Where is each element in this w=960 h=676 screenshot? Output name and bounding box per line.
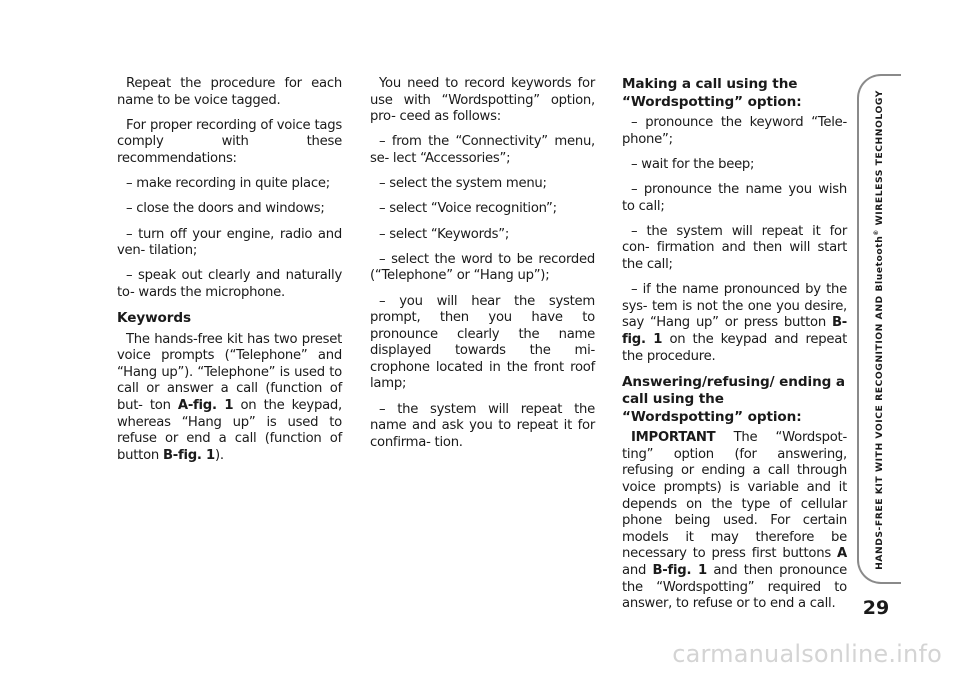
list-item: – wait for the beep; — [631, 156, 755, 172]
list-item: – select the system menu; — [379, 176, 547, 192]
important-label: IMPORTANT — [631, 430, 716, 446]
list-item: – select “Keywords”; — [379, 226, 510, 242]
list-item: – select “Voice recognition”; — [379, 201, 557, 217]
figure-reference: B-fig. 1 — [652, 562, 707, 578]
column-2 — [370, 76, 595, 460]
list-item: – make recording in quite place; — [126, 176, 330, 192]
list-item: – speak out clearly and naturally to- wards the microphone. — [117, 268, 342, 300]
paragraph: For proper recording of voice tags comply with these recommendations: — [117, 117, 342, 166]
column-1 — [117, 76, 342, 473]
list-item: – the system will repeat the name and ask you to repeat it for confirma- tion. — [370, 401, 595, 450]
list-item: – if the name pronounced by the sys- tem is not the one you desire, say “Hang up” or press button B-fig. 1 on the keypad and repeat the procedure. — [622, 282, 847, 364]
chapter-tab-title: HANDS-FREE KIT WITH VOICE RECOGNITION AND Bluetooth® WIRELESS TECHNOLOGY — [872, 90, 886, 570]
list-item: – turn off your engine, radio and ven- tilation; — [117, 226, 342, 259]
answering-heading: Answering/refusing/ ending a call using the “Wordspotting” option: — [622, 373, 845, 425]
list-item: – select the word to be recorded (“Telephone” or “Hang up”); — [370, 251, 595, 284]
list-item: – from the “Connectivity” menu, se- lect “Accessories”; — [370, 134, 595, 166]
column-3 — [622, 76, 847, 621]
list-item: – close the doors and windows; — [126, 201, 325, 217]
keywords-paragraph: The hands-free kit has two preset voice prompts (“Telephone” and “Hang up”). “Telephone” is used to call or answer a call (function of but- ton A-fig. 1 on the keypad, whereas “Hang up” is used to refuse or end a call (function of button B-fig. 1). — [117, 331, 342, 463]
paragraph: You need to record keywords for use with “Wordspotting” option, pro- ceed as follows: — [370, 76, 595, 125]
page-number: 29 — [862, 597, 890, 619]
important-note: IMPORTANT The “Wordspot- ting” option (for answering, refusing or ending a call through voice prompts) is variable and it depends on the type of cellular phone being used. For certain models it may therefore be necessary to press first buttons A and B-fig. 1 and then pronounce the “Wordspotting” required to answer, to refuse or to end a call. — [622, 430, 848, 612]
figure-reference: A — [837, 546, 847, 562]
figure-reference: B-fig. 1 — [622, 315, 847, 347]
figure-reference: B-fig. 1 — [162, 447, 215, 463]
list-item: – pronounce the keyword “Tele- phone”; — [622, 115, 847, 147]
list-item: – the system will repeat it for con- firmation and then will start the call; — [622, 223, 847, 272]
keywords-heading: Keywords — [117, 310, 191, 327]
list-item: – pronounce the name you wish to call; — [622, 181, 847, 214]
figure-reference: A-fig. 1 — [177, 397, 234, 413]
making-call-heading: Making a call using the “Wordspotting” option: — [622, 76, 802, 110]
list-item: – you will hear the system prompt, then you have to pronounce clearly the name displayed towards the mi- crophone located in the front roof lamp; — [370, 293, 595, 392]
watermark: carmanualsonline.info — [672, 640, 942, 668]
paragraph: Repeat the procedure for each name to be voice tagged. — [117, 76, 342, 108]
